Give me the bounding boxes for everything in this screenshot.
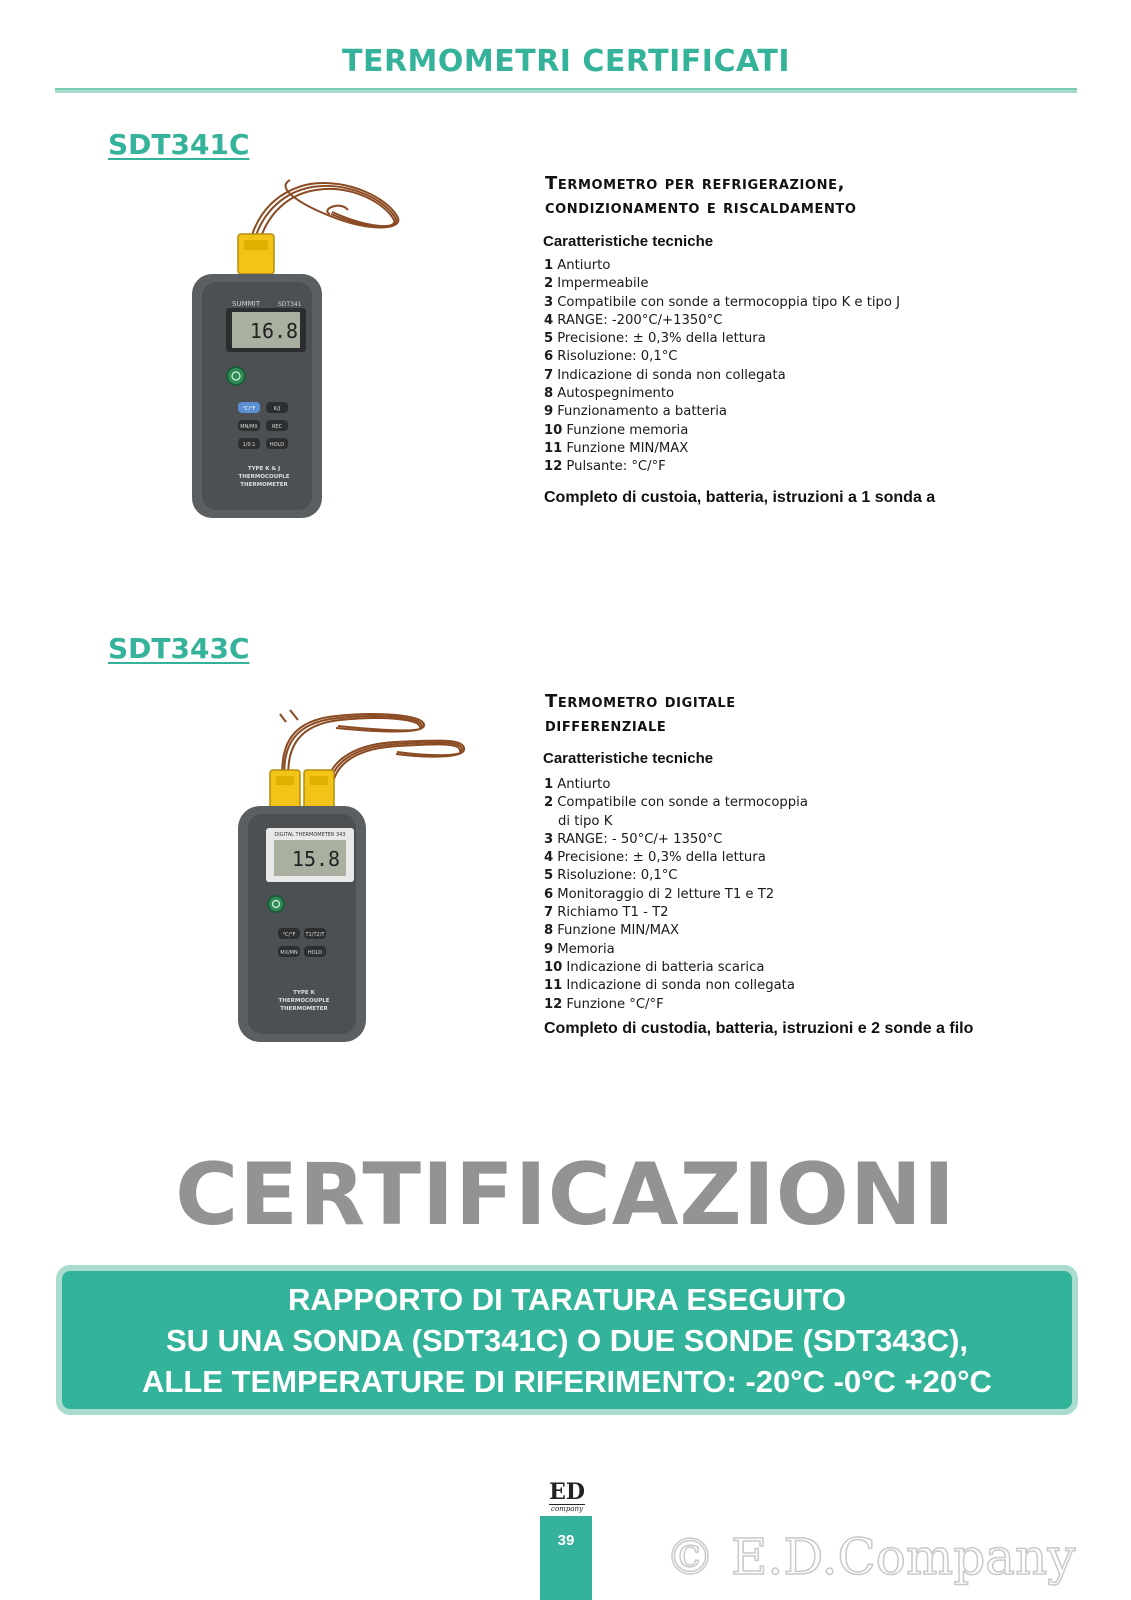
device-label-line: THERMOMETER — [240, 482, 288, 488]
certification-line: RAPPORTO DI TARATURA ESEGUITO — [287, 1281, 847, 1317]
spec-item: 8 Autospegnimento — [544, 386, 675, 402]
product-title — [545, 172, 857, 220]
device-button-label: MX/MN — [280, 950, 298, 956]
logo-mark: ED — [549, 1479, 585, 1505]
spec-item: 3 RANGE: - 50°C/+ 1350°C — [544, 831, 723, 847]
page-number-tab — [540, 1516, 592, 1600]
device-button-label: HOLD — [307, 950, 323, 956]
spec-item: 1 Antiurto — [544, 258, 611, 273]
device-model: DIGITAL THERMOMETER 343 — [274, 832, 346, 838]
certification-heading: CERTIFICAZIONI — [175, 1145, 956, 1245]
spec-item: 2 Compatibile con sonde a termocoppia di tipo K — [544, 795, 808, 829]
specs-heading: Caratteristiche tecniche — [543, 750, 714, 767]
ed-company-logo — [543, 1480, 591, 1514]
product-title-line: condizionamento e riscaldamento — [545, 197, 857, 218]
spec-item: 12 Funzione °C/°F — [544, 996, 664, 1012]
device-button-label: 1/0.1 — [242, 442, 256, 448]
spec-item: 5 Risoluzione: 0,1°C — [544, 868, 678, 884]
product-title-line: Termometro digitale — [545, 691, 736, 712]
device-button-label: REC — [271, 424, 283, 430]
copyright-watermark: © E.D.Company — [665, 1528, 1076, 1586]
spec-item: 8 Funzione MIN/MAX — [544, 923, 680, 939]
device-button-label: T1/T2/T — [305, 932, 325, 938]
product-title-line: differenziale — [545, 715, 667, 736]
device-display: 15.8 — [291, 847, 341, 871]
product-code[interactable]: SDT343C — [108, 632, 250, 665]
spec-item: 2 Impermeabile — [544, 276, 649, 292]
device-button-label: °C/°F — [242, 406, 256, 412]
logo-sub: company — [551, 1505, 583, 1513]
spec-item: 6 Risoluzione: 0,1°C — [544, 349, 678, 365]
spec-item: 10 Funzione memoria — [544, 422, 689, 438]
spec-item: 4 Precisione: ± 0,3% della lettura — [544, 850, 766, 866]
spec-item: 11 Funzione MIN/MAX — [544, 440, 689, 456]
spec-item: 4 RANGE: -200°C/+1350°C — [544, 312, 723, 328]
spec-item: 1 Antiurto — [544, 777, 611, 792]
spec-item: 11 Indicazione di sonda non collegata — [544, 978, 795, 994]
page-header — [55, 44, 1077, 79]
header-rule — [55, 88, 1077, 93]
thermometer-sdt343-image — [226, 700, 486, 1060]
product-title-line: Termometro per refrigerazione, — [545, 173, 846, 194]
device-display: 16.8 — [249, 319, 299, 343]
device-label-line: THERMOMETER — [280, 1006, 328, 1012]
product-footer-note: Completo di custoia, batteria, istruzioni a 1 sonda a — [544, 489, 936, 506]
thermometer-sdt341-image — [180, 170, 420, 530]
spec-item: 9 Memoria — [544, 941, 615, 957]
certification-box — [56, 1265, 1078, 1415]
device-label-line: THERMOCOUPLE — [278, 998, 330, 1004]
spec-item: 7 Indicazione di sonda non collegata — [544, 367, 786, 383]
device-button-label: HOLD — [269, 442, 285, 448]
page-number: 39 — [557, 1532, 575, 1549]
device-label-line: THERMOCOUPLE — [238, 474, 290, 480]
device-model: SDT341 — [278, 301, 302, 308]
spec-item: 12 Pulsante: °C/°F — [544, 459, 666, 475]
spec-item: 10 Indicazione di batteria scarica — [544, 959, 765, 975]
certification-line: ALLE TEMPERATURE DI RIFERIMENTO: -20°C -0°C +20°C — [142, 1363, 992, 1399]
spec-item: 3 Compatibile con sonde a termocoppia tipo K e tipo J — [544, 294, 901, 310]
certification-line: SU UNA SONDA (SDT341C) O DUE SONDE (SDT343C), — [165, 1322, 969, 1358]
spec-list — [544, 257, 900, 477]
device-label-line: TYPE K & J — [247, 466, 281, 472]
device-label-line: TYPE K — [293, 990, 315, 996]
specs-heading: Caratteristiche tecniche — [543, 233, 714, 250]
product-footer-note: Completo di custodia, batteria, istruzioni e 2 sonde a filo — [544, 1020, 974, 1037]
spec-list — [544, 776, 808, 1014]
device-button-label: K/J — [273, 406, 281, 412]
spec-item: 7 Richiamo T1 - T2 — [544, 905, 669, 921]
device-brand: SUMMIT — [232, 300, 260, 308]
device-button-label: MN/MX — [240, 424, 258, 430]
product-code[interactable]: SDT341C — [108, 128, 250, 161]
spec-item: 6 Monitoraggio di 2 letture T1 e T2 — [544, 886, 775, 902]
product-title — [545, 690, 736, 738]
spec-item: 9 Funzionamento a batteria — [544, 404, 727, 420]
spec-item: 5 Precisione: ± 0,3% della lettura — [544, 331, 766, 347]
device-button-label: °C/°F — [282, 932, 296, 938]
page-title: TERMOMETRI CERTIFICATI — [341, 44, 790, 79]
